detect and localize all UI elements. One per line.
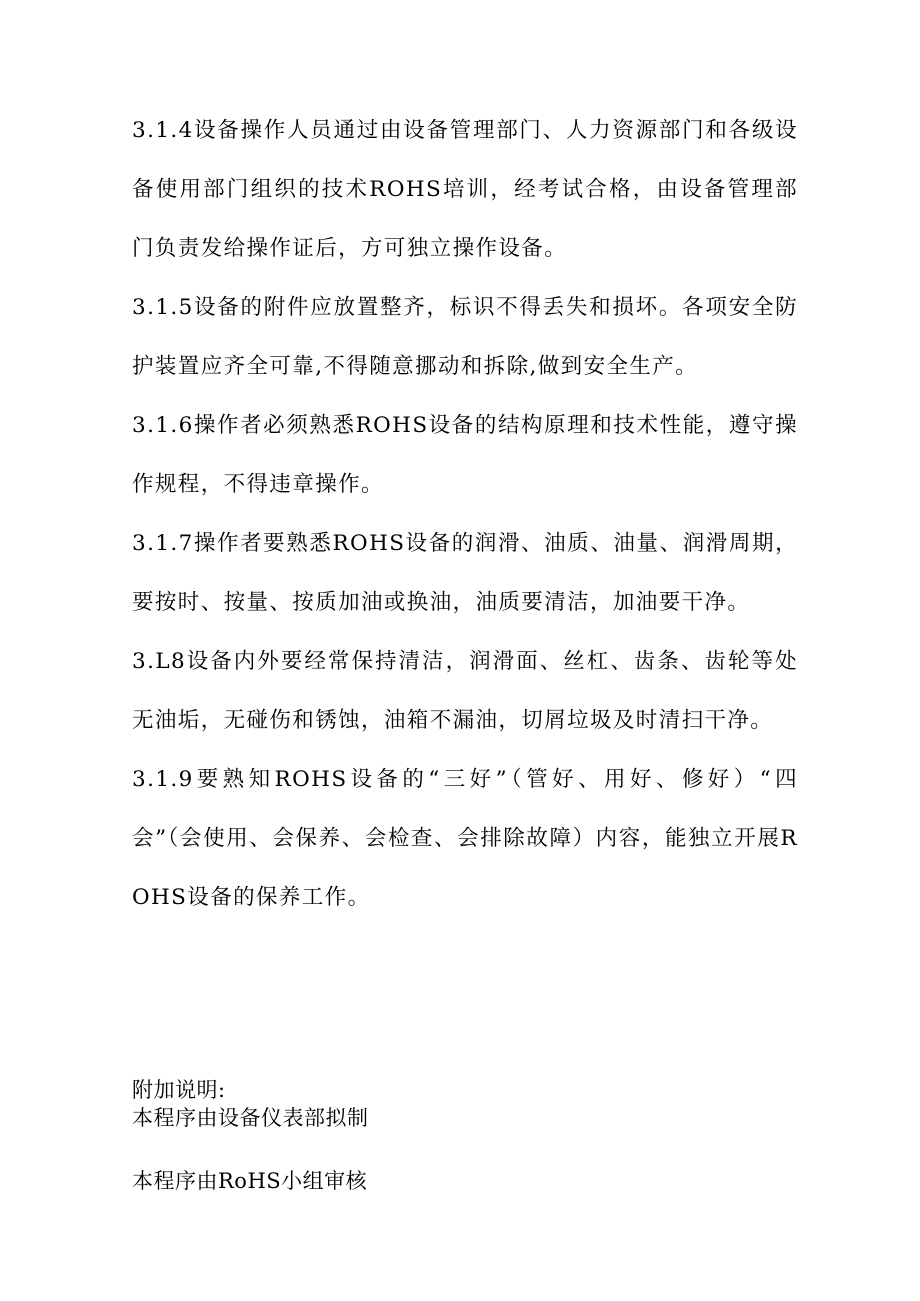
clause-3-1-4: 3.1.4设备操作人员通过由设备管理部门、人力资源部门和各级设备使用部门组织的技术ROHS培训，经考试合格，由设备管理部门负责发给操作证后，方可独立操作设备。 xyxy=(132,118,798,261)
clause-3-1-9: 3.1.9要熟知ROHS设备的“三好”（管好、用好、修好）“四会”（会使用、会保养、会检查、会排除故障）内容，能独立开展ROHS设备的保养工作。 xyxy=(132,767,798,910)
clause-3-1-6: 3.1.6操作者必须熟悉ROHS设备的结构原理和技术性能，遵守操作规程，不得违章操作。 xyxy=(132,413,798,497)
reviewed-by-note: 本程序由RoHS小组审核 xyxy=(132,1169,368,1193)
clause-3-1-8: 3.L8设备内外要经常保持清洁，润滑面、丝杠、齿条、齿轮等处无油垢，无碰伤和锈蚀，油箱不漏油，切屑垃圾及时清扫干净。 xyxy=(132,649,798,733)
additional-notes-label: 附加说明: xyxy=(132,1078,226,1102)
drafted-by-note: 本程序由设备仪表部拟制 xyxy=(132,1106,369,1130)
clause-3-1-5: 3.1.5设备的附件应放置整齐，标识不得丢失和损坏。各项安全防护装置应齐全可靠,不得随意挪动和拆除,做到安全生产。 xyxy=(132,295,798,379)
clause-3-1-7: 3.1.7操作者要熟悉ROHS设备的润滑、油质、油量、润滑周期，要按时、按量、按质加油或换油，油质要清洁，加油要干净。 xyxy=(132,531,798,615)
